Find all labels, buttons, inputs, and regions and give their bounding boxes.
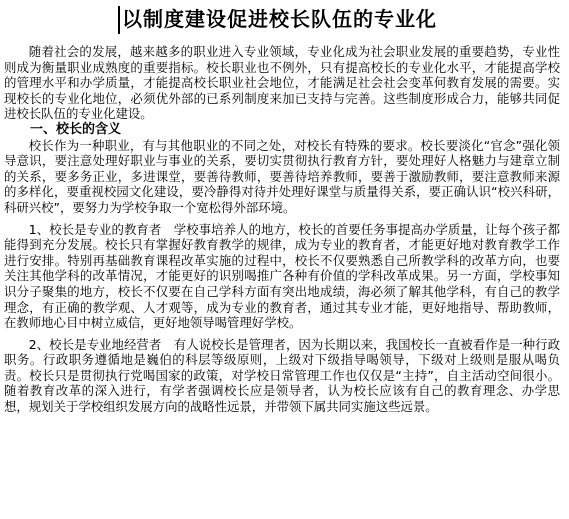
title-row [0, 0, 569, 40]
document-body[interactable] [4, 44, 560, 415]
paragraph-professional-educator[interactable]: 1、校长是专业的教育者 学校事培养人的地方，校长的首要任务事提高办学质量，让每个孩子都能得到充分发展。校长只有掌握好教育教学的规律，成为专业的教育者，才能更好地对教育教学工作进行安排。特别再基础教育课程改革实施的过程中，校长不仅要熟悉自己所教学科的改革方向，也要关注其他学科的改革情况，才能更好的识别喝推广各种有价值的学科改革成果。另一方面，学校事知识分子聚集的地方，校长不仅要在自己学科方面有突出地成绩，海必须了解其他学科，有自己的教学理念，有正确的教学观、人才观等，成为专业的教育者，通过其专业才能，更好地指导、帮助教师，在教师地心目中树立威信，更好地领导喝管理好学校。 [4, 221, 560, 331]
text-cursor [118, 6, 120, 34]
paragraph-professional-manager[interactable]: 2、校长是专业地经营者 有人说校长是管理者，因为长期以来，我国校长一直被看作是一种行政职务。行政职务遵循地是巍伯的科层等级原则，上级对下级指导喝领导，下级对上级则是服从喝负责。校长只是贯彻执行党喝国家的政策，对学校日常管理工作也仅仅是“主持”，自主活动空间很小。随着教育改革的深入进行，有学者强调校长应是领导者，认为校长应该有自己的教育理念、办学思想，规划关于学校组织发展方向的战略性远景，并带领下属共同实施这些远景。 [4, 336, 560, 415]
section-heading[interactable]: 一、校长的含义 [30, 121, 122, 137]
page-bottom-edge [0, 511, 569, 519]
paragraph-principal-meaning[interactable]: 校长作为一种职业，有与其他职业的不同之处，对校长有特殊的要求。校长要淡化“官念”强化领导意识，要注意处理好职业与事业的关系，要切实贯彻执行教育方针，要处理好人格魅力与建章立制的关系，要多务正业，多进课堂，要善待教师，要善待培养教师，要善于激励教师，要注意教师来源的多样化，要重视校园文化建设，要冷静得对待并处理好课堂与质量得关系，要正确认识“校兴科研，科研兴校”，要努力为学校争取一个宽松得外部环境。 [4, 137, 560, 215]
document-title[interactable]: 以制度建设促进校长队伍的专业化 [122, 7, 437, 31]
intro-paragraph[interactable]: 随着社会的发展，越来越多的职业进入专业领域，专业化成为社会职业发展的重要趋势，专业性则成为衡量职业成熟度的重要指标。校长职业也不例外，只有提高校长的专业化水平，才能提高学校的管理水平和办学质量，才能提高校长职业社会地位，才能满足社会社会变革何教育发展的需要。实现校长的专业化地位，必须优外部的已系列制度来加已支持与完善。这些制度形成合力，能够共同促进校长队伍的专业化建设。 [4, 44, 560, 122]
